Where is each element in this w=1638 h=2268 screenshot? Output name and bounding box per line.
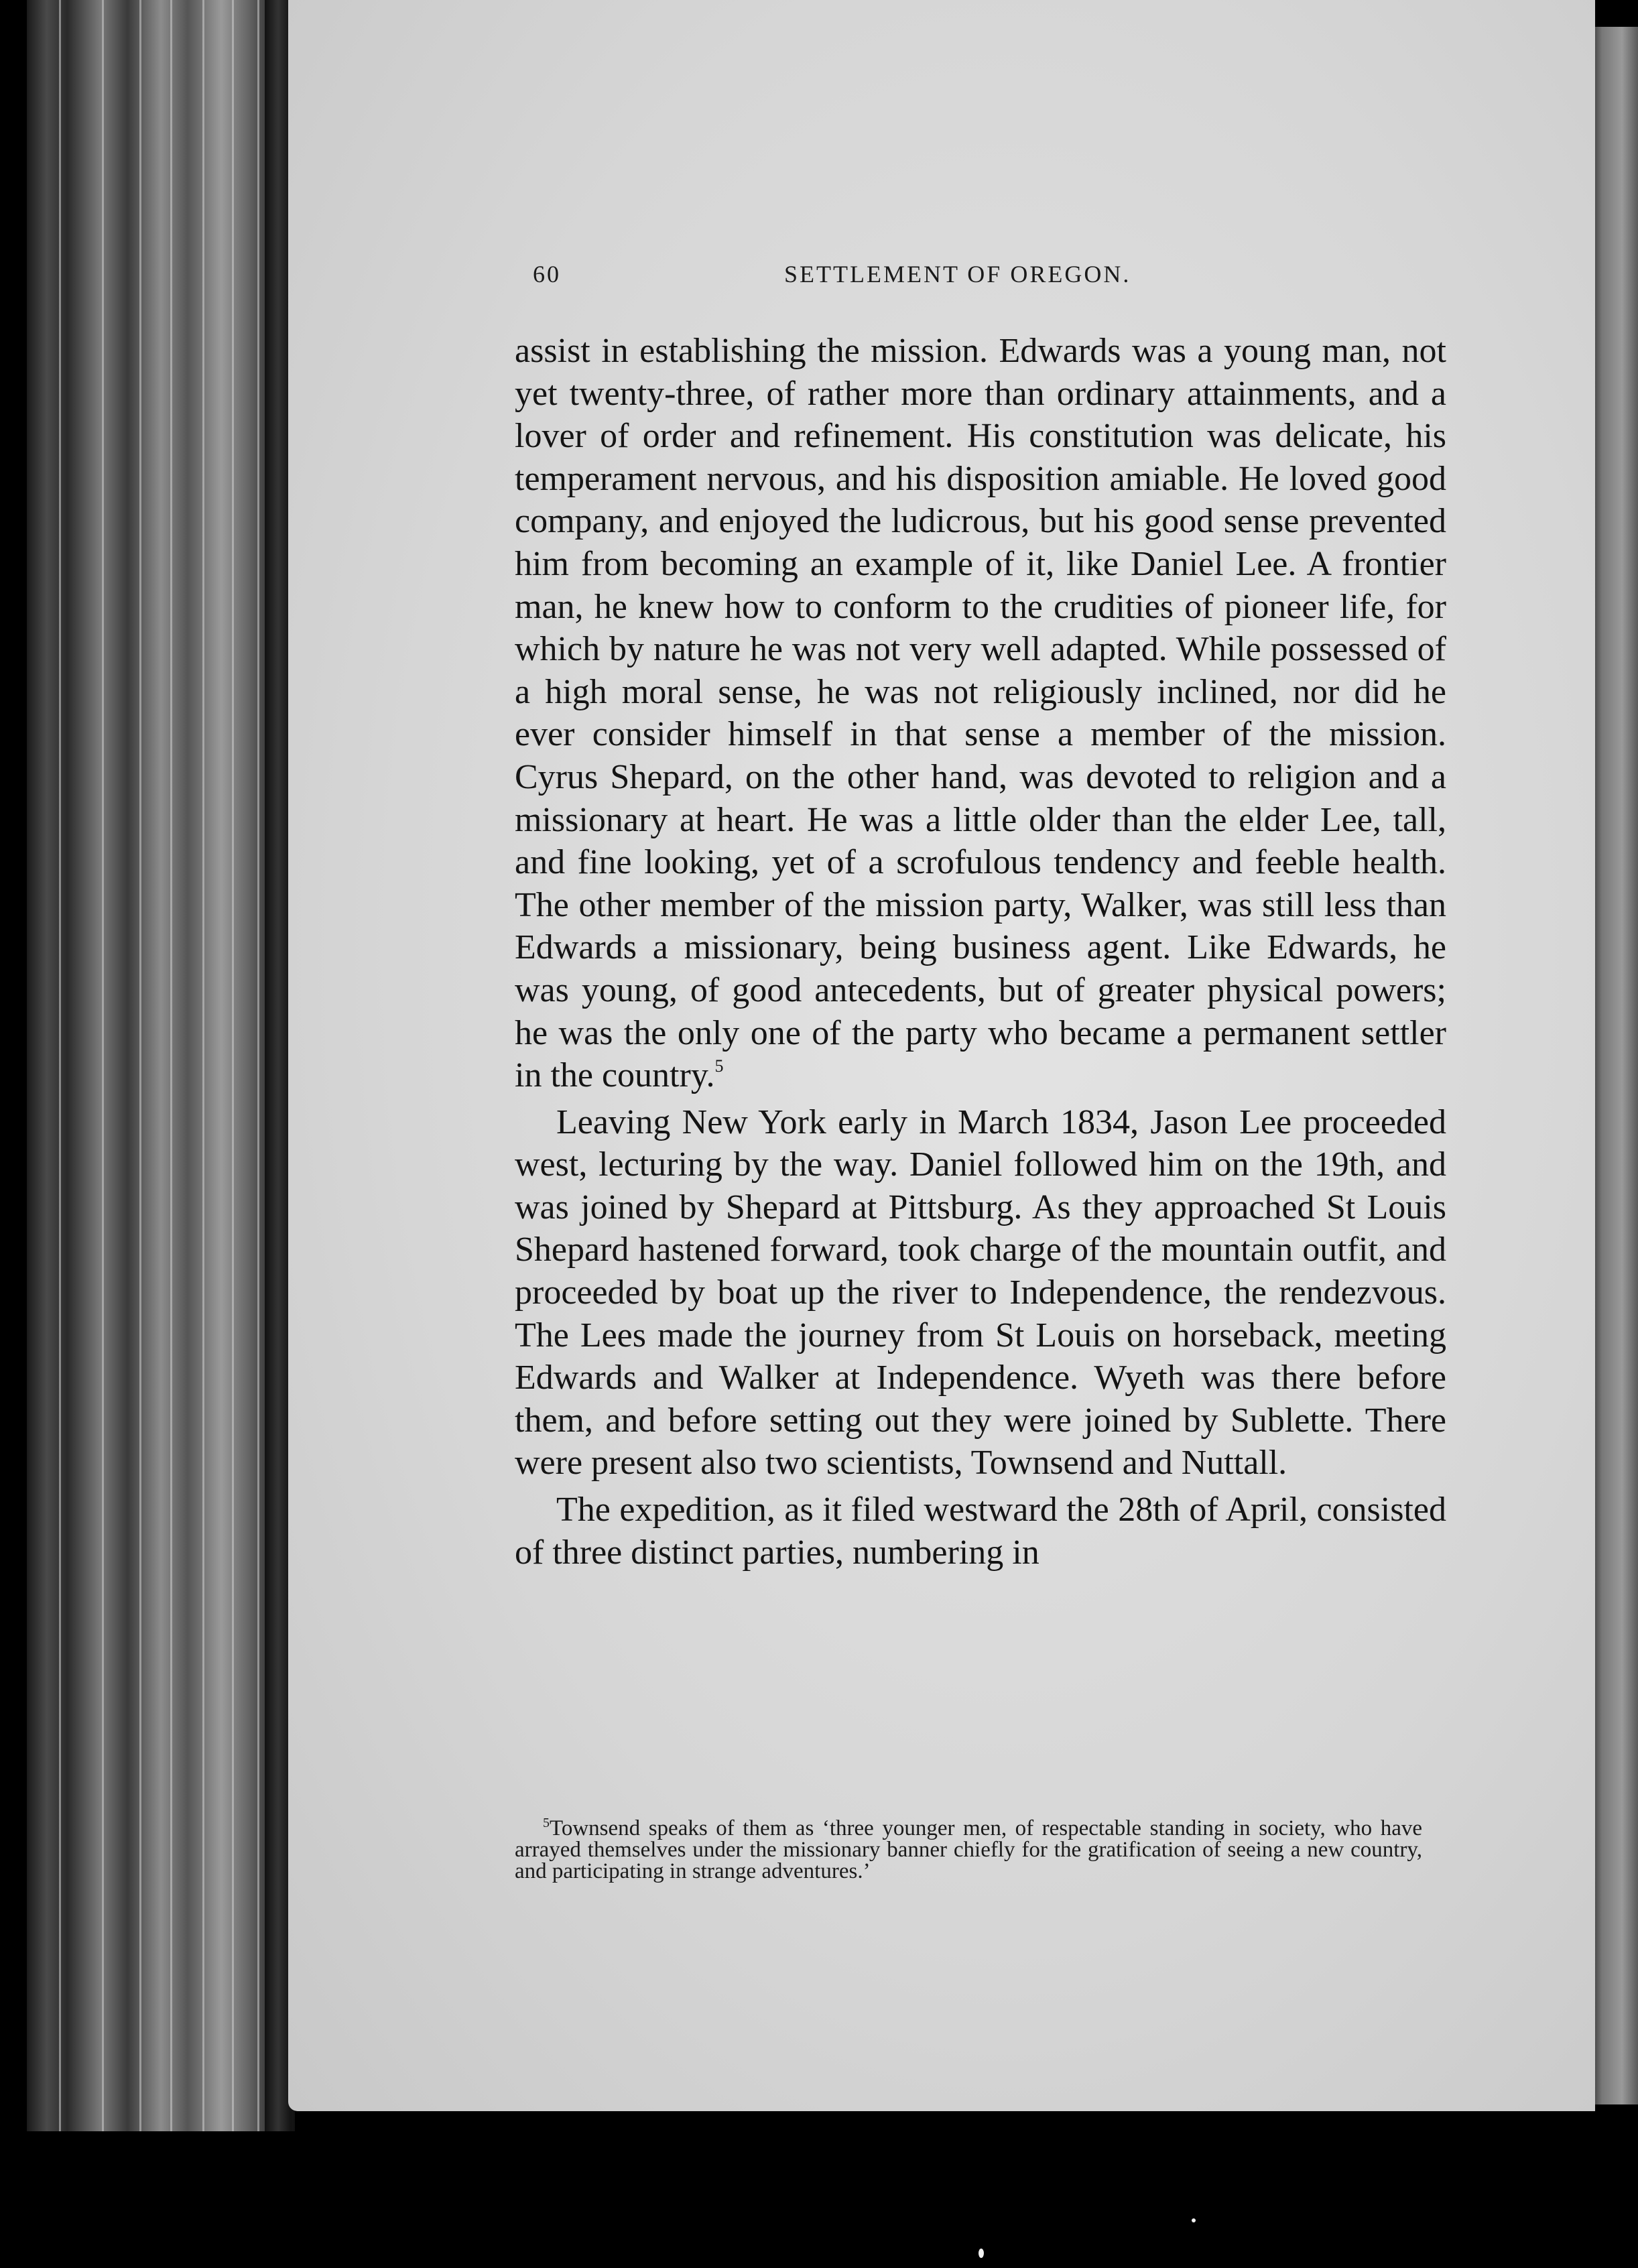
paragraph: The expedition, as it filed westward the 28th of April, consisted of three distinct parties, numbering in: [515, 1491, 1446, 1572]
page-edge: [202, 0, 204, 2131]
footnote-reference: 5: [714, 1056, 724, 1076]
footnote: [515, 1818, 1422, 1882]
footnote-marker: 5: [543, 1816, 550, 1830]
page-edge: [102, 0, 104, 2131]
paragraph-text: assist in establishing the mission. Edwards was a young man, not yet twenty-three, of rather more than ordinary attainments, and a lover of order and refinement. His constitution was delicate, his temperament nervous, and his disposition amiable. He loved good company, and enjoyed the ludicrous, but his good sense prevented him from becoming an example of it, like Daniel Lee. A frontier man, he knew how to conform to the crudities of pioneer life, for which by nature he was not very well adapted. While possessed of a high moral sense, he was not religiously inclined, nor did he ever consider himself in that sense a member of the mission. Cyrus Shepard, on the other hand, was devoted to religion and a missionary at heart. He was a little older than the elder Lee, tall, and fine looking, yet of a scrofulous tendency and feeble health. The other member of the mission party, Walker, was still less than Edwards a missionary, being business agent. Like Edwards, he was young, of good antecedents, but of greater physical powers; he was the only one of the party who became a permanent settler in the country.: [515, 332, 1446, 1095]
page-header: [533, 260, 1404, 300]
page-edge: [59, 0, 61, 2131]
paragraph: Leaving New York early in March 1834, Jason Lee proceeded west, lecturing by the way. Daniel followed him on the 19th, and was joined by Shepard at Pittsburg. As they approached St Louis Shepard hastened forward, took charge of the mountain outfit, and proceeded by boat up the river to Independence, the rendezvous. The Lees made the journey from St Louis on horseback, meeting Edwards and Walker at Independence. Wyeth was there before them, and before setting out they were joined by Sublette. There were present also two scientists, Townsend and Nuttall.: [515, 1102, 1446, 1483]
page-edge: [257, 0, 259, 2131]
page-stack-edges: [27, 0, 295, 2131]
scan-speck: [979, 2249, 984, 2258]
paragraph: [515, 330, 1446, 1097]
scan-speck: [1192, 2218, 1196, 2222]
page-edge: [139, 0, 141, 2131]
book-gutter: [265, 0, 292, 2131]
page-edge: [170, 0, 172, 2131]
facing-page-edge: [1588, 27, 1638, 2104]
footnote-text: Townsend speaks of them as ‘three younger men, of respectable standing in society, who have arrayed themselves under the missionary banner chiefly for the gratification of seeing a new country, and participating in strange adventures.’: [515, 1816, 1422, 1883]
page-number: 60: [533, 261, 561, 288]
running-head: SETTLEMENT OF OREGON.: [784, 261, 1131, 288]
body-text: [515, 330, 1446, 1574]
page-edge: [232, 0, 234, 2131]
